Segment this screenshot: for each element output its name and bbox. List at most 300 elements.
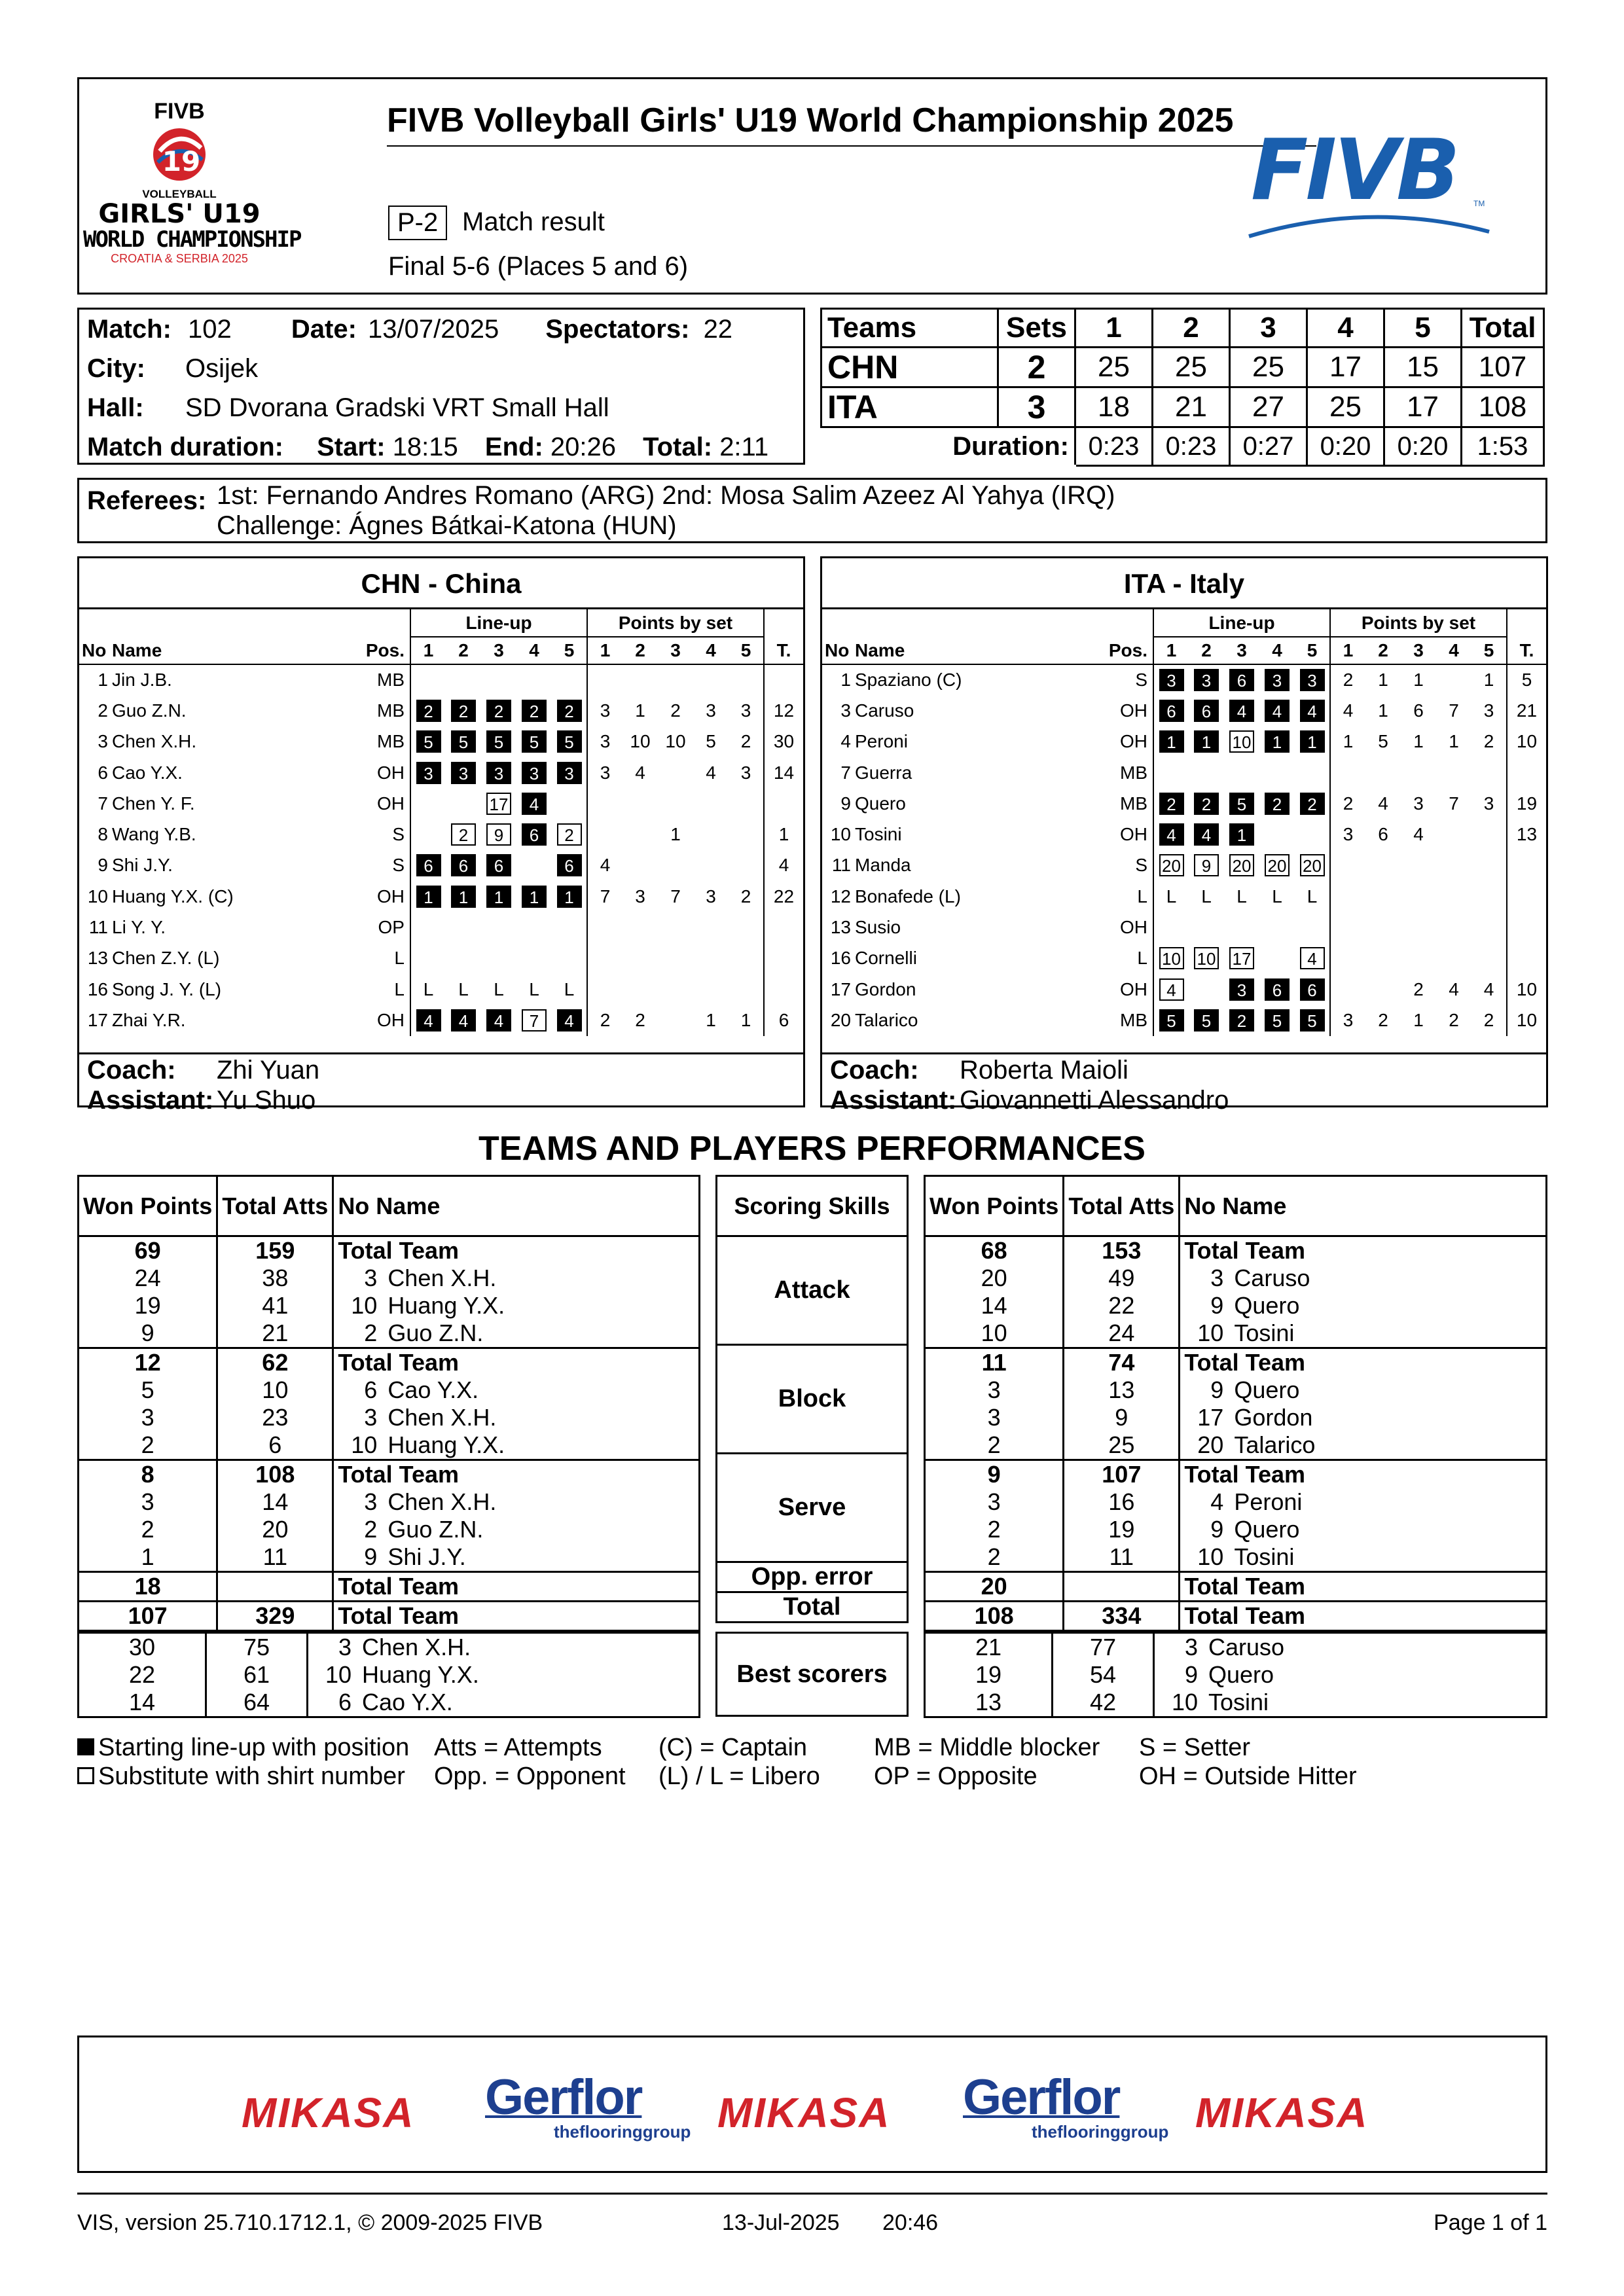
- logo-line-volleyball: VOLLEYBALL: [142, 188, 217, 200]
- starting-position: 2: [1159, 793, 1184, 815]
- lineup-cell: [1295, 943, 1330, 974]
- player-name: Total Team: [1184, 1349, 1306, 1376]
- player-number: 7: [840, 762, 851, 783]
- won-points: 1: [141, 1543, 154, 1570]
- player-row: [822, 974, 1546, 1005]
- starting-position: 5: [557, 730, 582, 753]
- player-cell: [1180, 1265, 1547, 1292]
- player-total: 12: [764, 695, 803, 726]
- set-points: [658, 850, 693, 881]
- player-cell: [333, 1236, 700, 1265]
- total-attempts: 10: [217, 1376, 333, 1404]
- set-points: [1401, 881, 1436, 912]
- player-position: MB: [1120, 793, 1147, 814]
- player-row: [822, 1005, 1546, 1035]
- player-number: 3: [364, 1404, 378, 1431]
- perf-row: [79, 1689, 700, 1717]
- mikasa-logo: MIKASA: [242, 2089, 415, 2136]
- lineup-cell: [1295, 757, 1330, 788]
- sponsors-bar: [77, 2036, 1547, 2173]
- player-name: Quero: [1234, 1516, 1300, 1543]
- player-total: 22: [764, 881, 803, 912]
- lineup-cell: [1153, 664, 1189, 695]
- won-points: 2: [141, 1516, 154, 1543]
- total-attempts: 75: [206, 1633, 308, 1662]
- player-name: Guerra: [855, 762, 912, 783]
- set-points: [1330, 912, 1365, 942]
- player-name: Quero: [1234, 1376, 1300, 1403]
- perf-row: [925, 1516, 1547, 1543]
- player-row: [79, 757, 803, 788]
- set-points: [658, 664, 693, 695]
- starting-position: 5: [1265, 1009, 1290, 1031]
- lineup-cell: [410, 664, 446, 695]
- player-name: Manda: [855, 855, 911, 876]
- player-name: Total Team: [1184, 1573, 1306, 1600]
- perf-row: [925, 1689, 1547, 1717]
- gerflor-logo-sub: theflooringgroup: [1032, 2122, 1169, 2142]
- player-cell: [333, 1572, 700, 1602]
- starting-position: 4: [1300, 700, 1325, 722]
- player-number: 13: [87, 948, 108, 969]
- lineup-cell: [481, 726, 516, 757]
- total-header: T.: [1507, 637, 1546, 664]
- skills-header-row: [717, 1176, 908, 1236]
- player-name: Gordon: [1234, 1404, 1313, 1431]
- set-header: 1: [1330, 637, 1365, 664]
- skill-row: [717, 1592, 908, 1623]
- total-label: Total:: [643, 433, 713, 461]
- referees-line-1: 1st: Fernando Andres Romano (ARG) 2nd: Mosa Salim Azeez Al Yahya (IRQ): [217, 481, 1115, 510]
- lineup-cell: [552, 726, 587, 757]
- city: Osijek: [185, 354, 259, 383]
- substitute-number: 20: [1265, 854, 1290, 876]
- coach-name: Roberta Maioli: [960, 1056, 1128, 1085]
- lineup-cell: [410, 881, 446, 912]
- referees-line-2: Challenge: Ágnes Bátkai-Katona (HUN): [217, 511, 677, 540]
- set-points: [1436, 912, 1471, 942]
- player-row: [822, 850, 1546, 881]
- starting-position: 4: [1229, 700, 1254, 722]
- player-name: Guo Z.N.: [112, 700, 187, 721]
- lineup-cell: [1259, 881, 1295, 912]
- won-points: 14: [981, 1292, 1007, 1319]
- won-points: 2: [987, 1431, 1001, 1458]
- lineup-cell: [516, 819, 552, 850]
- lineup-cell: [552, 974, 587, 1005]
- svg-text:19: 19: [162, 145, 201, 177]
- player-number: 10: [351, 1431, 378, 1458]
- footer-version: VIS, version 25.710.1712.1, © 2009-2025 FIVB: [77, 2210, 543, 2235]
- player-name: Tosini: [1234, 1543, 1295, 1570]
- gerflor-logo-sub: theflooringgroup: [554, 2122, 691, 2142]
- libero-marker: L: [529, 978, 539, 999]
- empty-square-icon: [77, 1767, 94, 1784]
- lineup-cell: [1189, 788, 1224, 819]
- player-position: MB: [377, 700, 405, 721]
- lineup-cell: [1295, 695, 1330, 726]
- lineup-cell: [446, 819, 481, 850]
- set-points: [587, 788, 623, 819]
- no-header: No: [822, 637, 855, 664]
- lineup-cell: [516, 943, 552, 974]
- won-points: 69: [79, 1236, 217, 1265]
- set-points: 1: [740, 1009, 751, 1030]
- pos-header: Pos.: [366, 637, 410, 664]
- set-header: 4: [1259, 637, 1295, 664]
- set-points: 1: [1413, 1009, 1424, 1030]
- team-box-ita: [820, 556, 1548, 1115]
- won-points: 20: [925, 1572, 1064, 1602]
- player-name: Quero: [1208, 1661, 1274, 1688]
- lineup-cell: [516, 757, 552, 788]
- player-number: 3: [98, 731, 108, 752]
- player-cell: [1180, 1543, 1547, 1572]
- player-total: [764, 788, 803, 819]
- starting-position: 2: [557, 700, 582, 722]
- total-attempts: 61: [206, 1661, 308, 1689]
- player-number: 1: [840, 670, 851, 691]
- set-points: 3: [635, 886, 645, 906]
- sets-won: 3: [998, 387, 1075, 427]
- player-total: 5: [1507, 664, 1546, 695]
- starting-position: 6: [522, 823, 547, 846]
- player-number: 9: [98, 855, 108, 876]
- set-header: 1: [587, 637, 623, 664]
- set-score: 18: [1075, 387, 1153, 427]
- player-name: Total Team: [338, 1461, 460, 1488]
- set-points: [1436, 757, 1471, 788]
- score-header-cell: Sets: [998, 309, 1075, 348]
- perf-row: [79, 1404, 700, 1431]
- starting-position: 4: [557, 1009, 582, 1031]
- player-number: 7: [98, 793, 108, 814]
- player-number: 16: [830, 948, 851, 969]
- set-points: 2: [587, 1005, 623, 1035]
- player-position: OH: [1120, 731, 1147, 752]
- perf-row: [925, 1431, 1547, 1460]
- skill-name: Total: [717, 1592, 908, 1623]
- player-total: 21: [1507, 695, 1546, 726]
- player-total: 6: [764, 1005, 803, 1035]
- set-points: [693, 819, 729, 850]
- starting-position: 2: [486, 700, 511, 722]
- lineup-cell: [1153, 1005, 1189, 1035]
- set-points: [1401, 943, 1436, 974]
- player-name: Chen X.H.: [362, 1634, 471, 1660]
- player-position: OH: [1120, 824, 1147, 845]
- player-row: [822, 664, 1546, 695]
- player-number: 10: [830, 824, 851, 845]
- score-row-ita: [821, 387, 1544, 427]
- footer-date: 13-Jul-2025: [722, 2210, 840, 2235]
- player-total: 10: [1507, 726, 1546, 757]
- perf-row: [925, 1348, 1547, 1377]
- perf-row: [925, 1376, 1547, 1404]
- substitute-number: 9: [486, 823, 511, 846]
- player-name: Chen X.H.: [388, 1265, 497, 1291]
- lineup-cell: [410, 788, 446, 819]
- lineup-cell: [1189, 943, 1224, 974]
- player-number: 13: [830, 917, 851, 938]
- lineup-cell: [1153, 726, 1189, 757]
- set-points: 3: [1483, 793, 1494, 814]
- player-name: Song J. Y. (L): [112, 978, 222, 999]
- lineup-cell: [1295, 664, 1330, 695]
- won-points: 13: [975, 1689, 1002, 1715]
- set-points: 2: [1449, 1009, 1459, 1030]
- player-row: [79, 943, 803, 974]
- player-number: 20: [830, 1009, 851, 1030]
- player-total: [1507, 912, 1546, 942]
- coach-label: Coach:: [87, 1056, 176, 1085]
- player-number: 10: [1197, 1543, 1224, 1570]
- lineup-cell: [1295, 726, 1330, 757]
- set-points: 4: [635, 762, 645, 783]
- set-points: [658, 757, 693, 788]
- perf-row: [79, 1236, 700, 1265]
- set-points: 4: [1330, 695, 1365, 726]
- lineup-cell: [1224, 850, 1259, 881]
- player-name: Zhai Y.R.: [112, 1009, 186, 1030]
- set-header: 3: [1224, 637, 1259, 664]
- set-points: [1330, 881, 1365, 912]
- set-header: 5: [552, 637, 587, 664]
- lineup-cell: [410, 1005, 446, 1035]
- player-position: S: [392, 824, 405, 845]
- lineup-cell: [552, 664, 587, 695]
- player-position: OH: [377, 793, 405, 814]
- player-number: 9: [1210, 1376, 1224, 1403]
- player-number: 3: [364, 1488, 378, 1515]
- player-name: Caruso: [855, 700, 914, 721]
- players-table: [79, 609, 803, 1036]
- player-number: 3: [1210, 1265, 1224, 1291]
- starting-position: 6: [1194, 700, 1219, 722]
- name-header: Name: [112, 637, 366, 664]
- player-name: Chen Y. F.: [112, 793, 195, 814]
- player-row: [822, 943, 1546, 974]
- set-points: 1: [1449, 731, 1459, 752]
- legend-item: Atts = Attempts: [434, 1734, 602, 1761]
- won-points: 24: [134, 1265, 161, 1291]
- performances-title: TEAMS AND PLAYERS PERFORMANCES: [478, 1130, 1146, 1168]
- set-points: [1471, 912, 1507, 942]
- starting-position: 3: [486, 762, 511, 784]
- set-points: [1471, 850, 1507, 881]
- total-attempts: [217, 1572, 333, 1602]
- lineup-cell: [446, 912, 481, 942]
- starting-position: 5: [486, 730, 511, 753]
- score-header-cell: 5: [1384, 309, 1462, 348]
- player-name: Total Team: [338, 1349, 460, 1376]
- won-points: 2: [141, 1431, 154, 1458]
- starting-position: 4: [1194, 823, 1219, 846]
- total-attempts: 334: [1064, 1602, 1180, 1631]
- perf-row: [79, 1633, 700, 1662]
- starting-position: 2: [1229, 1009, 1254, 1031]
- player-position: OH: [1120, 978, 1147, 999]
- starting-position: 2: [416, 700, 441, 722]
- ita-performance-table: [924, 1175, 1547, 1632]
- legend-item: (C) = Captain: [659, 1734, 808, 1761]
- set-points: [587, 819, 623, 850]
- substitute-number: 10: [1194, 947, 1219, 969]
- lineup-cell: [1259, 819, 1295, 850]
- player-name: Huang Y.X. (C): [112, 886, 234, 906]
- lineup-cell: [1189, 819, 1224, 850]
- no-name-header: No Name: [1180, 1176, 1547, 1236]
- set-header: 3: [481, 637, 516, 664]
- player-position: OH: [377, 762, 405, 783]
- assistant-name: Giovannetti Alessandro: [960, 1086, 1229, 1115]
- lineup-cell: [552, 850, 587, 881]
- lineup-cell: [1153, 974, 1189, 1005]
- set-points: 3: [587, 757, 623, 788]
- match-date: 13/07/2025: [368, 315, 499, 344]
- lineup-header: Line-up: [410, 609, 587, 637]
- set-header: 2: [1365, 637, 1401, 664]
- player-cell: [333, 1602, 700, 1631]
- lineup-cell: [1189, 881, 1224, 912]
- sets-won: 2: [998, 348, 1075, 387]
- won-points: 2: [987, 1516, 1001, 1543]
- lineup-cell: [446, 974, 481, 1005]
- perf-row: [79, 1319, 700, 1348]
- set-points: [658, 974, 693, 1005]
- substitute-number: 9: [1194, 854, 1219, 876]
- lineup-cell: [1259, 912, 1295, 942]
- player-position: MB: [377, 670, 405, 691]
- lineup-cell: [516, 726, 552, 757]
- player-cell: [1154, 1661, 1547, 1689]
- player-cell: [333, 1460, 700, 1489]
- total-attempts: 54: [1053, 1661, 1154, 1689]
- set-points: 10: [665, 731, 686, 752]
- won-points: 3: [141, 1404, 154, 1431]
- lineup-cell: [446, 1005, 481, 1035]
- starting-position: 1: [451, 886, 476, 908]
- set-header: 4: [1436, 637, 1471, 664]
- set-score: 25: [1307, 387, 1384, 427]
- starting-position: 3: [416, 762, 441, 784]
- player-number: 17: [830, 978, 851, 999]
- lineup-cell: [1224, 819, 1259, 850]
- set-points: 1: [706, 1009, 716, 1030]
- set-points: [1365, 974, 1401, 1005]
- footer: [77, 2193, 1547, 2238]
- player-cell: [1180, 1488, 1547, 1516]
- set-points: 4: [1449, 978, 1459, 999]
- player-name: Chen X.H.: [388, 1488, 497, 1515]
- skill-row: [717, 1236, 908, 1345]
- legend-item: MB = Middle blocker: [874, 1734, 1100, 1761]
- lineup-cell: [1224, 695, 1259, 726]
- duration-label: Match duration:: [87, 433, 283, 461]
- referees: [77, 478, 1547, 543]
- perf-row: [79, 1516, 700, 1543]
- spectators: 22: [703, 315, 733, 344]
- player-row: [79, 1005, 803, 1035]
- set-points: [729, 819, 764, 850]
- score-header-cell: 4: [1307, 309, 1384, 348]
- mikasa-logo: MIKASA: [1195, 2089, 1369, 2136]
- player-position: L: [1137, 886, 1147, 906]
- lineup-cell: [1295, 881, 1330, 912]
- player-cell: [1180, 1348, 1547, 1377]
- player-number: 1: [98, 670, 108, 691]
- header-row: [79, 609, 803, 637]
- total-score: 107: [1462, 348, 1544, 387]
- set-duration: 0:20: [1307, 427, 1384, 466]
- mikasa-logo: MIKASA: [717, 2089, 891, 2136]
- set-points: [658, 788, 693, 819]
- starting-position: 5: [451, 730, 476, 753]
- player-number: 2: [364, 1516, 378, 1543]
- total-attempts: 108: [217, 1460, 333, 1489]
- starting-position: 1: [1229, 823, 1254, 846]
- total-attempts: 11: [217, 1543, 333, 1572]
- lineup-cell: [446, 788, 481, 819]
- player-total: 1: [764, 819, 803, 850]
- lineup-cell: [410, 943, 446, 974]
- set-points: [1436, 881, 1471, 912]
- won-points: 3: [987, 1376, 1001, 1403]
- set-points: 7: [1449, 700, 1459, 721]
- player-cell: [308, 1689, 700, 1717]
- lineup-cell: [1259, 788, 1295, 819]
- substitute-number: 4: [1300, 947, 1325, 969]
- lineup-cell: [1153, 881, 1189, 912]
- gerflor-logo: [485, 2069, 691, 2142]
- player-total: 30: [764, 726, 803, 757]
- set-points: 2: [1330, 664, 1365, 695]
- substitute-number: 2: [451, 823, 476, 846]
- player-total: [764, 974, 803, 1005]
- report-type: Match result: [462, 207, 605, 236]
- libero-marker: L: [1307, 886, 1318, 906]
- player-total: 13: [1507, 819, 1546, 850]
- fivb-swoosh-icon: [1246, 207, 1494, 240]
- starting-position: 6: [1159, 700, 1184, 722]
- player-name: Huang Y.X.: [388, 1292, 505, 1319]
- player-name: Total Team: [338, 1602, 460, 1629]
- lineup-cell: [1295, 912, 1330, 942]
- perf-row: [925, 1265, 1547, 1292]
- total-attempts: 21: [217, 1319, 333, 1348]
- libero-marker: L: [494, 978, 504, 999]
- perf-row: [79, 1348, 700, 1377]
- player-row: [79, 788, 803, 819]
- player-position: OH: [377, 1009, 405, 1030]
- substitute-number: 4: [1159, 978, 1184, 1001]
- perf-row: [925, 1602, 1547, 1631]
- player-cell: [1180, 1460, 1547, 1489]
- legend-item: OP = Opposite: [874, 1763, 1038, 1790]
- player-number: 11: [88, 917, 108, 938]
- total-attempts: 14: [217, 1488, 333, 1516]
- perf-row: [925, 1633, 1547, 1662]
- set-points: [729, 850, 764, 881]
- won-points: 3: [987, 1488, 1001, 1515]
- player-number: 16: [87, 978, 108, 999]
- won-points-header: Won Points: [83, 1192, 213, 1219]
- best-scorers-label-box: [715, 1632, 909, 1717]
- player-name: Total Team: [338, 1573, 460, 1600]
- player-row: [79, 664, 803, 695]
- lineup-cell: [552, 943, 587, 974]
- total-attempts: 329: [217, 1602, 333, 1631]
